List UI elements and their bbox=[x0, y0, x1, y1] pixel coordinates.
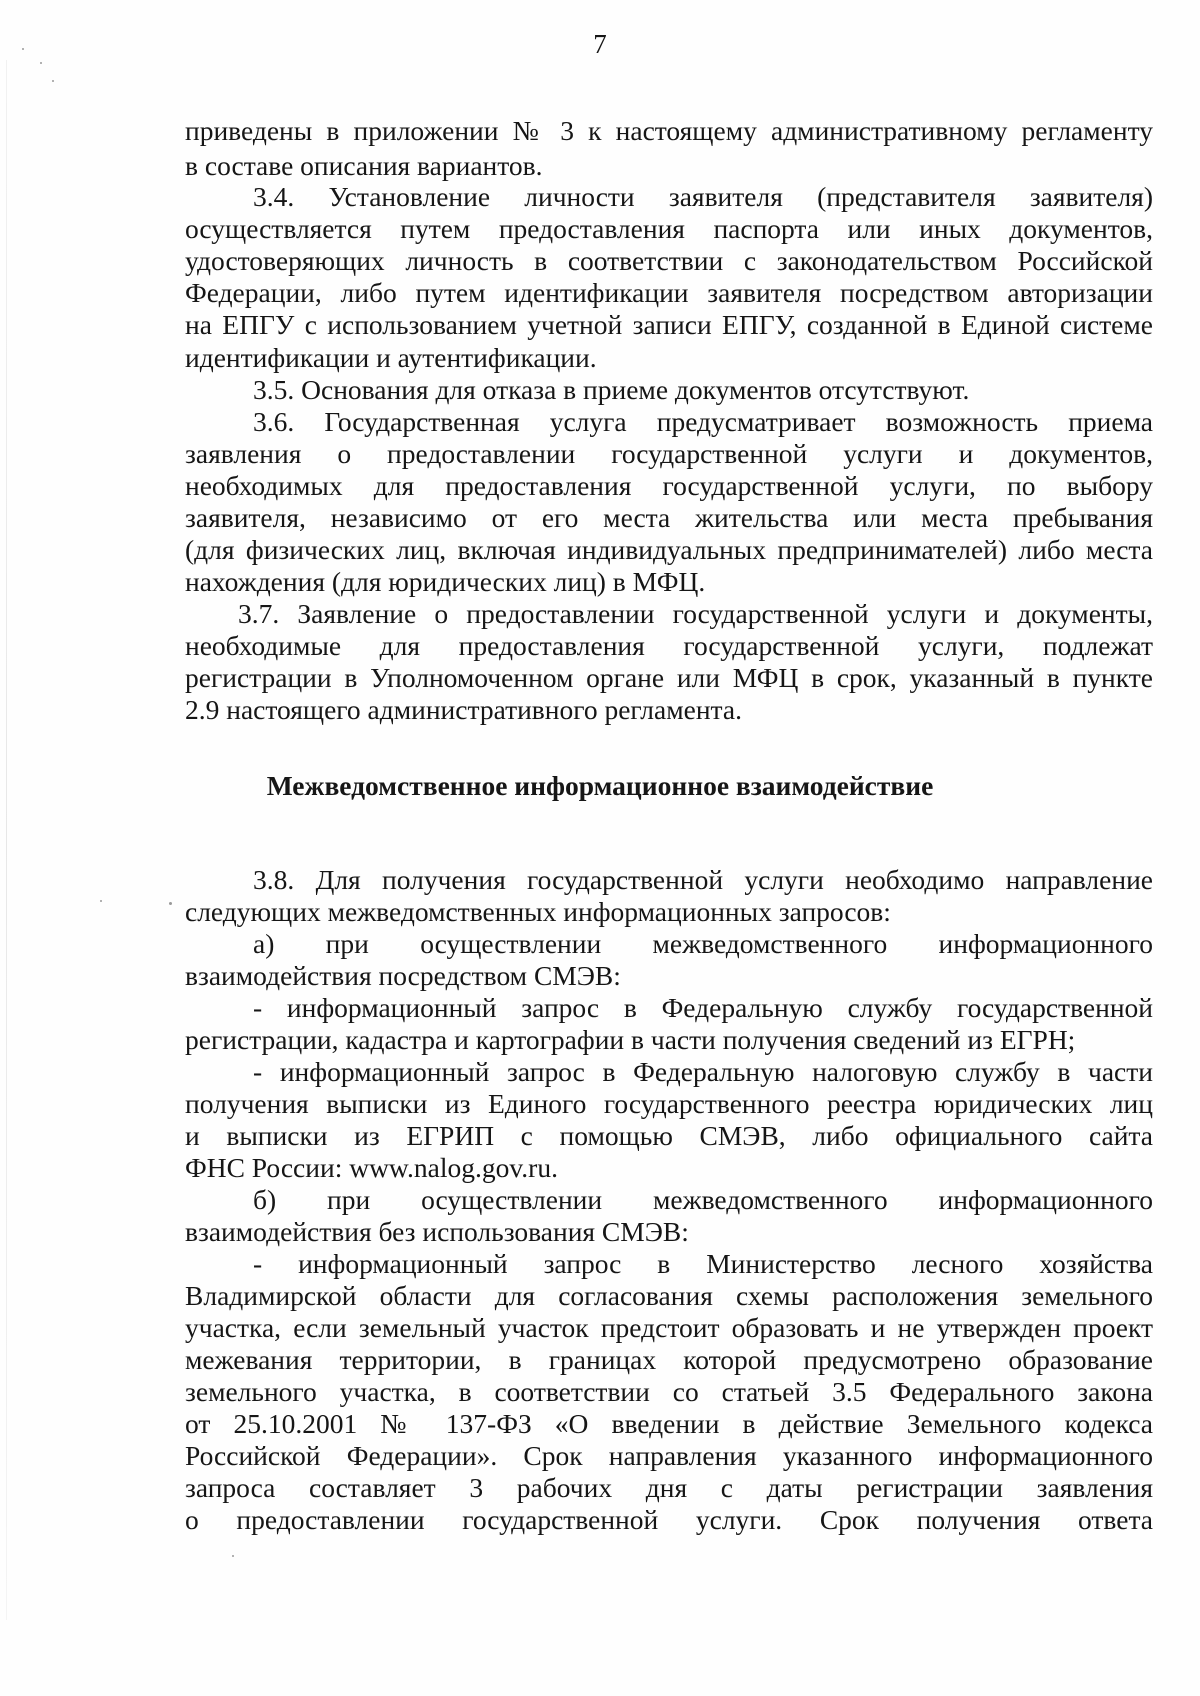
paragraph-line: регистрации в Уполномоченном органе или МФЦ в срок, указанный в пункте bbox=[185, 662, 1153, 693]
paragraph-line: идентификации и аутентификации. bbox=[185, 342, 597, 373]
paragraph-line: заявителя, независимо от его места жительства или места пребывания bbox=[185, 502, 1153, 533]
paragraph-line: получения выписки из Единого государственного реестра юридических лиц bbox=[185, 1088, 1153, 1119]
scan-speck bbox=[52, 80, 54, 82]
paragraph-line: заявления о предоставлении государственной услуги и документов, bbox=[185, 438, 1153, 469]
paragraph-line: Владимирской области для согласования схемы расположения земельного bbox=[185, 1280, 1153, 1311]
paragraph-line: - информационный запрос в Министерство лесного хозяйства bbox=[253, 1248, 1153, 1279]
paragraph-line: - информационный запрос в Федеральную службу государственной bbox=[253, 992, 1153, 1023]
paragraph-line: запроса составляет 3 рабочих дня с даты регистрации заявления bbox=[185, 1472, 1153, 1503]
paragraph-line: в составе описания вариантов. bbox=[185, 150, 543, 181]
section-heading: Межведомственное информационное взаимодействие bbox=[266, 770, 934, 801]
paragraph-line: о предоставлении государственной услуги. Срок получения ответа bbox=[185, 1504, 1153, 1535]
paragraph-line: осуществляется путем предоставления паспорта или иных документов, bbox=[185, 213, 1153, 244]
paragraph-line: межевания территории, в границах которой предусмотрено образование bbox=[185, 1344, 1153, 1375]
paragraph-line: удостоверяющих личность в соответствии с законодательством Российской bbox=[185, 245, 1153, 276]
paragraph-line: 3.4. Установление личности заявителя (представителя заявителя) bbox=[253, 181, 1153, 212]
paragraph-line: следующих межведомственных информационных запросов: bbox=[185, 896, 891, 927]
paragraph-line: и выписки из ЕГРИП с помощью СМЭВ, либо официального сайта bbox=[185, 1120, 1153, 1151]
paragraph-line: Российской Федерации». Срок направления указанного информационного bbox=[185, 1440, 1153, 1471]
paragraph-line: взаимодействия посредством СМЭВ: bbox=[185, 960, 621, 991]
page-number: 7 bbox=[593, 29, 607, 59]
paragraph-line: (для физических лиц, включая индивидуальных предпринимателей) либо места bbox=[185, 534, 1153, 565]
scan-speck bbox=[40, 62, 42, 64]
paragraph-line: регистрации, кадастра и картографии в части получения сведений из ЕГРН; bbox=[185, 1024, 1076, 1055]
scan-speck bbox=[232, 1555, 234, 1557]
paragraph-line: Федерации, либо путем идентификации заявителя посредством авторизации bbox=[185, 277, 1153, 308]
paragraph-line: 3.7. Заявление о предоставлении государственной услуги и документы, bbox=[238, 598, 1153, 629]
paragraph-line: взаимодействия без использования СМЭВ: bbox=[185, 1216, 689, 1247]
scan-edge-shadow bbox=[6, 60, 7, 1620]
paragraph-line: а) при осуществлении межведомственного информационного bbox=[253, 928, 1153, 959]
paragraph-line: необходимые для предоставления государственной услуги, подлежат bbox=[185, 630, 1153, 661]
scan-speck bbox=[169, 902, 172, 905]
paragraph-line: 3.6. Государственная услуга предусматривает возможность приема bbox=[253, 406, 1153, 437]
paragraph-line: 2.9 настоящего административного регламента. bbox=[185, 694, 742, 725]
paragraph-line: от 25.10.2001 № 137-ФЗ «О введении в действие Земельного кодекса bbox=[185, 1408, 1153, 1439]
paragraph-line: на ЕПГУ с использованием учетной записи ЕПГУ, созданной в Единой системе bbox=[185, 309, 1153, 340]
scan-speck bbox=[100, 900, 102, 902]
paragraph-line: - информационный запрос в Федеральную налоговую службу в части bbox=[253, 1056, 1153, 1087]
paragraph-line: нахождения (для юридических лиц) в МФЦ. bbox=[185, 566, 706, 597]
paragraph-line: земельного участка, в соответствии со статьей 3.5 Федерального закона bbox=[185, 1376, 1153, 1407]
paragraph-line: 3.5. Основания для отказа в приеме документов отсутствуют. bbox=[253, 374, 970, 405]
paragraph-line: 3.8. Для получения государственной услуги необходимо направление bbox=[253, 864, 1153, 895]
paragraph-line: б) при осуществлении межведомственного информационного bbox=[253, 1184, 1153, 1215]
paragraph-line: необходимых для предоставления государственной услуги, по выбору bbox=[185, 470, 1153, 501]
paragraph-line: участка, если земельный участок предстоит образовать и не утвержден проект bbox=[185, 1312, 1153, 1343]
paragraph-line: ФНС России: www.nalog.gov.ru. bbox=[185, 1152, 558, 1183]
paragraph-line: приведены в приложении № 3 к настоящему административному регламенту bbox=[185, 115, 1153, 146]
